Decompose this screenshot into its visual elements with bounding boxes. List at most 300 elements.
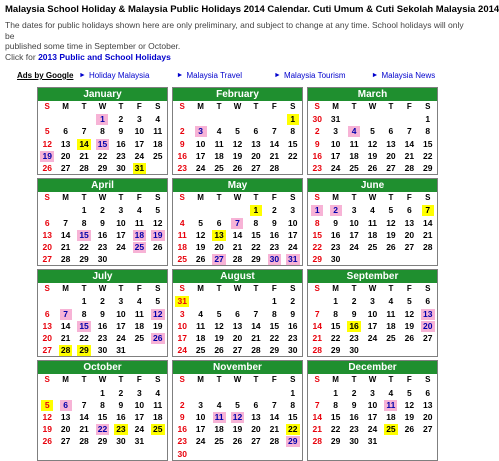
day-cell bbox=[326, 241, 344, 253]
day-cell bbox=[191, 320, 209, 332]
empty-day-cell bbox=[363, 113, 381, 125]
day-number: 12 bbox=[153, 217, 163, 228]
day-number: 21 bbox=[60, 241, 71, 252]
weekday-header: S bbox=[290, 284, 296, 294]
day-cell bbox=[228, 332, 246, 344]
day-number: 26 bbox=[153, 333, 163, 343]
day-number: 8 bbox=[271, 308, 277, 319]
day-cell bbox=[265, 241, 283, 253]
day-cell bbox=[308, 435, 326, 447]
day-number: 26 bbox=[214, 345, 224, 356]
ad-link-malaysia-tourism[interactable] bbox=[274, 71, 372, 80]
day-cell bbox=[247, 411, 265, 423]
day-number: 9 bbox=[271, 217, 277, 228]
ad-link-malaysia-travel[interactable] bbox=[177, 71, 275, 80]
day-number: 31 bbox=[177, 296, 187, 307]
day-cell bbox=[265, 344, 283, 356]
month-header: February bbox=[173, 88, 302, 101]
day-cell bbox=[38, 411, 56, 423]
day-cell bbox=[308, 253, 326, 265]
day-number: 23 bbox=[177, 436, 187, 447]
day-cell bbox=[363, 308, 381, 320]
day-number: 24 bbox=[116, 241, 126, 252]
day-cell bbox=[93, 241, 111, 253]
day-number: 30 bbox=[177, 448, 187, 459]
day-cell bbox=[400, 399, 418, 411]
day-cell bbox=[345, 411, 363, 423]
day-number: 24 bbox=[195, 162, 206, 173]
day-number: 8 bbox=[100, 126, 105, 137]
day-cell bbox=[265, 125, 283, 137]
day-cell bbox=[38, 241, 56, 253]
day-number: 31 bbox=[367, 436, 378, 447]
month-days bbox=[308, 374, 437, 447]
day-cell bbox=[284, 423, 302, 435]
day-cell bbox=[56, 150, 74, 162]
ad-link-holiday-malaysia[interactable] bbox=[79, 71, 177, 80]
day-cell bbox=[284, 332, 302, 344]
day-cell bbox=[400, 423, 418, 435]
day-number: 19 bbox=[42, 150, 52, 161]
ad-link-label: Malaysia News bbox=[381, 71, 436, 80]
day-cell bbox=[326, 344, 344, 356]
day-number: 12 bbox=[195, 229, 206, 240]
day-cell bbox=[382, 241, 400, 253]
day-cell bbox=[228, 423, 246, 435]
day-number: 27 bbox=[404, 241, 415, 252]
day-cell bbox=[191, 423, 209, 435]
day-cell bbox=[173, 411, 191, 423]
month-days bbox=[38, 192, 167, 265]
day-cell bbox=[326, 320, 344, 332]
day-number: 13 bbox=[214, 229, 224, 240]
calendar-grid bbox=[37, 87, 439, 461]
day-cell bbox=[112, 162, 130, 174]
arrow-right-icon: ► bbox=[176, 72, 184, 79]
day-cell bbox=[247, 217, 265, 229]
day-number: 3 bbox=[351, 205, 357, 216]
weekday-header: S bbox=[179, 284, 185, 294]
month-february bbox=[172, 87, 303, 175]
day-cell bbox=[130, 204, 148, 216]
empty-day-cell bbox=[247, 387, 265, 399]
month-november bbox=[172, 360, 303, 460]
weekday-header: T bbox=[216, 375, 222, 385]
day-cell bbox=[191, 253, 209, 265]
month-days bbox=[173, 192, 302, 265]
day-number: 15 bbox=[79, 229, 89, 240]
day-cell bbox=[210, 241, 228, 253]
day-cell bbox=[308, 308, 326, 320]
day-number: 13 bbox=[42, 320, 52, 331]
day-number: 19 bbox=[404, 320, 415, 331]
day-cell bbox=[38, 229, 56, 241]
day-number: 18 bbox=[214, 424, 224, 435]
ad-link-malaysia-news[interactable] bbox=[372, 71, 470, 80]
day-number: 1 bbox=[250, 205, 262, 216]
day-cell bbox=[75, 308, 93, 320]
day-cell bbox=[400, 241, 418, 253]
prev-year-link[interactable]: 2013 Public and School Holidays bbox=[38, 51, 171, 62]
day-number: 25 bbox=[153, 150, 163, 161]
day-cell bbox=[265, 150, 283, 162]
day-number: 22 bbox=[97, 424, 108, 435]
weekday-header: T bbox=[388, 102, 394, 111]
day-cell bbox=[191, 344, 209, 356]
day-cell bbox=[265, 399, 283, 411]
day-number: 14 bbox=[423, 217, 433, 228]
month-days bbox=[308, 101, 437, 174]
day-number: 31 bbox=[134, 436, 145, 447]
day-number: 4 bbox=[348, 126, 360, 137]
weekday-header: F bbox=[271, 193, 277, 203]
day-number: 11 bbox=[367, 217, 377, 228]
day-number: 17 bbox=[195, 150, 206, 161]
day-number: 27 bbox=[60, 436, 71, 447]
day-cell bbox=[308, 399, 326, 411]
empty-day-cell bbox=[56, 295, 74, 307]
day-number: 15 bbox=[423, 138, 433, 149]
day-cell bbox=[149, 125, 167, 137]
empty-day-cell bbox=[228, 113, 246, 125]
day-number: 28 bbox=[423, 241, 433, 252]
day-cell bbox=[284, 344, 302, 356]
day-number: 6 bbox=[216, 217, 222, 228]
weekday-header: T bbox=[118, 375, 124, 385]
day-cell bbox=[130, 138, 148, 150]
day-cell bbox=[363, 295, 381, 307]
day-number: 26 bbox=[232, 436, 243, 447]
day-number: 26 bbox=[153, 241, 163, 252]
day-number: 10 bbox=[349, 217, 359, 228]
weekday-header: M bbox=[62, 193, 69, 203]
day-number: 9 bbox=[314, 138, 320, 149]
weekday-header: S bbox=[314, 375, 320, 385]
weekday-header: F bbox=[136, 193, 142, 203]
day-cell bbox=[345, 241, 363, 253]
day-number: 19 bbox=[232, 150, 243, 161]
day-number: 18 bbox=[386, 320, 396, 331]
day-cell bbox=[284, 295, 302, 307]
day-cell bbox=[112, 113, 130, 125]
weekday-header: F bbox=[271, 284, 277, 294]
day-number: 13 bbox=[251, 138, 261, 149]
empty-day-cell bbox=[345, 113, 363, 125]
day-cell bbox=[363, 423, 381, 435]
day-number: 26 bbox=[404, 424, 415, 435]
day-cell bbox=[210, 399, 228, 411]
day-cell bbox=[228, 253, 246, 265]
weekday-header: T bbox=[351, 375, 357, 385]
day-number: 3 bbox=[290, 205, 296, 216]
day-number: 11 bbox=[153, 399, 163, 410]
day-cell bbox=[345, 399, 363, 411]
day-number: 1 bbox=[425, 114, 431, 125]
month-days bbox=[308, 192, 437, 265]
day-cell bbox=[191, 125, 209, 137]
day-cell bbox=[363, 435, 381, 447]
empty-day-cell bbox=[247, 448, 265, 460]
day-cell bbox=[75, 320, 93, 332]
empty-day-cell bbox=[191, 387, 209, 399]
day-cell bbox=[345, 308, 363, 320]
empty-day-cell bbox=[173, 113, 191, 125]
day-cell bbox=[38, 253, 56, 265]
day-cell bbox=[382, 308, 400, 320]
empty-day-cell bbox=[265, 448, 283, 460]
day-cell bbox=[93, 113, 111, 125]
day-cell bbox=[130, 113, 148, 125]
day-cell bbox=[345, 125, 363, 137]
day-number: 15 bbox=[269, 320, 280, 331]
day-cell bbox=[56, 253, 74, 265]
day-cell bbox=[308, 113, 326, 125]
weekday-header: W bbox=[98, 102, 107, 111]
day-cell bbox=[308, 138, 326, 150]
month-september bbox=[307, 269, 438, 357]
day-number: 8 bbox=[253, 217, 259, 228]
day-number: 22 bbox=[288, 424, 298, 435]
day-number: 27 bbox=[251, 436, 261, 447]
day-cell bbox=[345, 387, 363, 399]
day-number: 7 bbox=[314, 399, 320, 410]
day-number: 10 bbox=[195, 138, 206, 149]
day-number: 1 bbox=[81, 205, 87, 216]
empty-day-cell bbox=[247, 113, 265, 125]
day-cell bbox=[265, 435, 283, 447]
day-number: 8 bbox=[290, 399, 296, 410]
day-cell bbox=[363, 241, 381, 253]
day-number: 17 bbox=[177, 333, 187, 343]
day-cell bbox=[75, 138, 93, 150]
weekday-header: S bbox=[425, 102, 431, 111]
day-number: 13 bbox=[386, 138, 396, 149]
day-cell bbox=[308, 150, 326, 162]
weekday-header: F bbox=[406, 193, 412, 203]
empty-day-cell bbox=[38, 295, 56, 307]
month-header: January bbox=[38, 88, 167, 101]
day-cell bbox=[400, 387, 418, 399]
day-number: 7 bbox=[314, 308, 320, 319]
arrow-right-icon: ► bbox=[371, 72, 379, 79]
weekday-header: T bbox=[81, 102, 87, 111]
day-number: 26 bbox=[367, 162, 378, 173]
day-number: 30 bbox=[312, 114, 322, 125]
month-header: April bbox=[38, 179, 167, 192]
day-cell bbox=[419, 295, 437, 307]
day-cell bbox=[247, 229, 265, 241]
day-number: 8 bbox=[333, 308, 338, 319]
day-cell bbox=[191, 435, 209, 447]
day-cell bbox=[130, 332, 148, 344]
day-cell bbox=[345, 150, 363, 162]
day-cell bbox=[326, 253, 344, 265]
day-number: 29 bbox=[79, 345, 89, 356]
day-number: 3 bbox=[370, 296, 375, 307]
day-number: 16 bbox=[97, 320, 108, 331]
day-cell bbox=[130, 229, 148, 241]
day-cell bbox=[93, 204, 111, 216]
weekday-header: W bbox=[233, 284, 242, 294]
day-cell bbox=[130, 435, 148, 447]
weekday-header: F bbox=[406, 284, 412, 294]
weekday-header: T bbox=[351, 284, 357, 294]
day-number: 19 bbox=[386, 229, 396, 240]
weekday-header: T bbox=[388, 193, 394, 203]
day-cell bbox=[112, 125, 130, 137]
empty-day-cell bbox=[382, 113, 400, 125]
day-cell bbox=[382, 204, 400, 216]
day-number: 14 bbox=[79, 138, 89, 149]
day-number: 18 bbox=[195, 333, 206, 343]
day-cell bbox=[75, 295, 93, 307]
day-number: 5 bbox=[235, 126, 240, 137]
day-cell bbox=[210, 308, 228, 320]
day-number: 27 bbox=[214, 254, 224, 265]
day-number: 15 bbox=[330, 320, 341, 331]
day-cell bbox=[265, 162, 283, 174]
day-number: 10 bbox=[367, 308, 378, 319]
day-cell bbox=[419, 162, 437, 174]
day-number: 9 bbox=[118, 399, 124, 410]
weekday-header: W bbox=[233, 102, 242, 111]
day-cell bbox=[284, 229, 302, 241]
day-cell bbox=[173, 448, 191, 460]
day-cell bbox=[56, 125, 74, 137]
day-cell bbox=[112, 295, 130, 307]
day-number: 25 bbox=[214, 162, 224, 173]
day-cell bbox=[308, 241, 326, 253]
empty-day-cell bbox=[228, 448, 246, 460]
day-cell bbox=[382, 125, 400, 137]
empty-day-cell bbox=[149, 344, 167, 356]
day-cell bbox=[93, 308, 111, 320]
day-cell bbox=[93, 411, 111, 423]
day-cell bbox=[75, 435, 93, 447]
day-number: 17 bbox=[116, 320, 126, 331]
day-cell bbox=[382, 162, 400, 174]
day-cell bbox=[247, 253, 265, 265]
day-number: 11 bbox=[214, 411, 224, 422]
day-number: 14 bbox=[269, 138, 280, 149]
day-number: 22 bbox=[79, 333, 89, 343]
day-cell bbox=[326, 411, 344, 423]
day-number: 24 bbox=[330, 162, 341, 173]
day-cell bbox=[149, 241, 167, 253]
day-number: 2 bbox=[351, 387, 357, 398]
day-number: 19 bbox=[214, 333, 224, 343]
day-cell bbox=[191, 332, 209, 344]
day-number: 5 bbox=[370, 126, 375, 137]
day-number: 30 bbox=[97, 345, 108, 356]
day-number: 22 bbox=[269, 333, 280, 343]
day-cell bbox=[419, 320, 437, 332]
weekday-header: T bbox=[81, 375, 87, 385]
month-march bbox=[307, 87, 438, 175]
day-cell bbox=[228, 217, 246, 229]
day-number: 16 bbox=[349, 320, 359, 331]
day-cell bbox=[345, 344, 363, 356]
day-cell bbox=[38, 308, 56, 320]
day-number: 21 bbox=[269, 150, 280, 161]
day-cell bbox=[130, 295, 148, 307]
month-october bbox=[37, 360, 168, 460]
month-days bbox=[173, 374, 302, 459]
day-number: 6 bbox=[63, 126, 68, 137]
day-cell bbox=[130, 162, 148, 174]
day-cell bbox=[173, 399, 191, 411]
day-cell bbox=[345, 229, 363, 241]
day-number: 28 bbox=[79, 436, 89, 447]
day-cell bbox=[38, 150, 56, 162]
day-number: 8 bbox=[425, 126, 431, 137]
weekday-header: S bbox=[179, 193, 185, 203]
day-number: 6 bbox=[235, 308, 240, 319]
day-cell bbox=[75, 253, 93, 265]
day-cell bbox=[228, 411, 246, 423]
weekday-header: F bbox=[271, 102, 277, 111]
day-number: 4 bbox=[155, 387, 161, 398]
day-cell bbox=[419, 423, 437, 435]
day-cell bbox=[284, 138, 302, 150]
day-cell bbox=[265, 217, 283, 229]
day-number: 9 bbox=[351, 308, 357, 319]
day-number: 10 bbox=[195, 411, 206, 422]
day-cell bbox=[308, 229, 326, 241]
day-number: 10 bbox=[134, 126, 145, 137]
day-cell bbox=[419, 241, 437, 253]
day-cell bbox=[326, 423, 344, 435]
day-cell bbox=[75, 125, 93, 137]
day-cell bbox=[56, 308, 74, 320]
weekday-header: S bbox=[290, 375, 296, 385]
day-cell bbox=[419, 113, 437, 125]
day-number: 12 bbox=[153, 308, 163, 319]
day-cell bbox=[56, 411, 74, 423]
day-cell bbox=[149, 423, 167, 435]
day-number: 20 bbox=[232, 333, 243, 343]
day-number: 31 bbox=[330, 114, 341, 125]
empty-day-cell bbox=[419, 344, 437, 356]
day-number: 2 bbox=[100, 205, 105, 216]
day-cell bbox=[191, 162, 209, 174]
day-cell bbox=[93, 344, 111, 356]
weekday-header: S bbox=[314, 102, 320, 111]
ads-label[interactable]: Ads by Google bbox=[17, 71, 74, 80]
day-number: 9 bbox=[100, 308, 105, 319]
day-cell bbox=[75, 217, 93, 229]
day-number: 20 bbox=[214, 241, 224, 252]
day-cell bbox=[93, 320, 111, 332]
day-number: 3 bbox=[198, 399, 203, 410]
day-number: 6 bbox=[425, 387, 431, 398]
day-number: 17 bbox=[288, 229, 298, 240]
day-number: 2 bbox=[330, 205, 342, 216]
day-number: 30 bbox=[116, 436, 126, 447]
day-cell bbox=[149, 295, 167, 307]
day-number: 29 bbox=[330, 345, 341, 356]
day-number: 16 bbox=[349, 411, 359, 422]
day-number: 16 bbox=[330, 229, 341, 240]
weekday-header: S bbox=[155, 284, 161, 294]
day-number: 13 bbox=[251, 411, 261, 422]
day-cell bbox=[228, 399, 246, 411]
day-cell bbox=[228, 308, 246, 320]
day-cell bbox=[326, 387, 344, 399]
day-number: 9 bbox=[179, 411, 185, 422]
day-number: 4 bbox=[136, 205, 142, 216]
day-cell bbox=[228, 229, 246, 241]
